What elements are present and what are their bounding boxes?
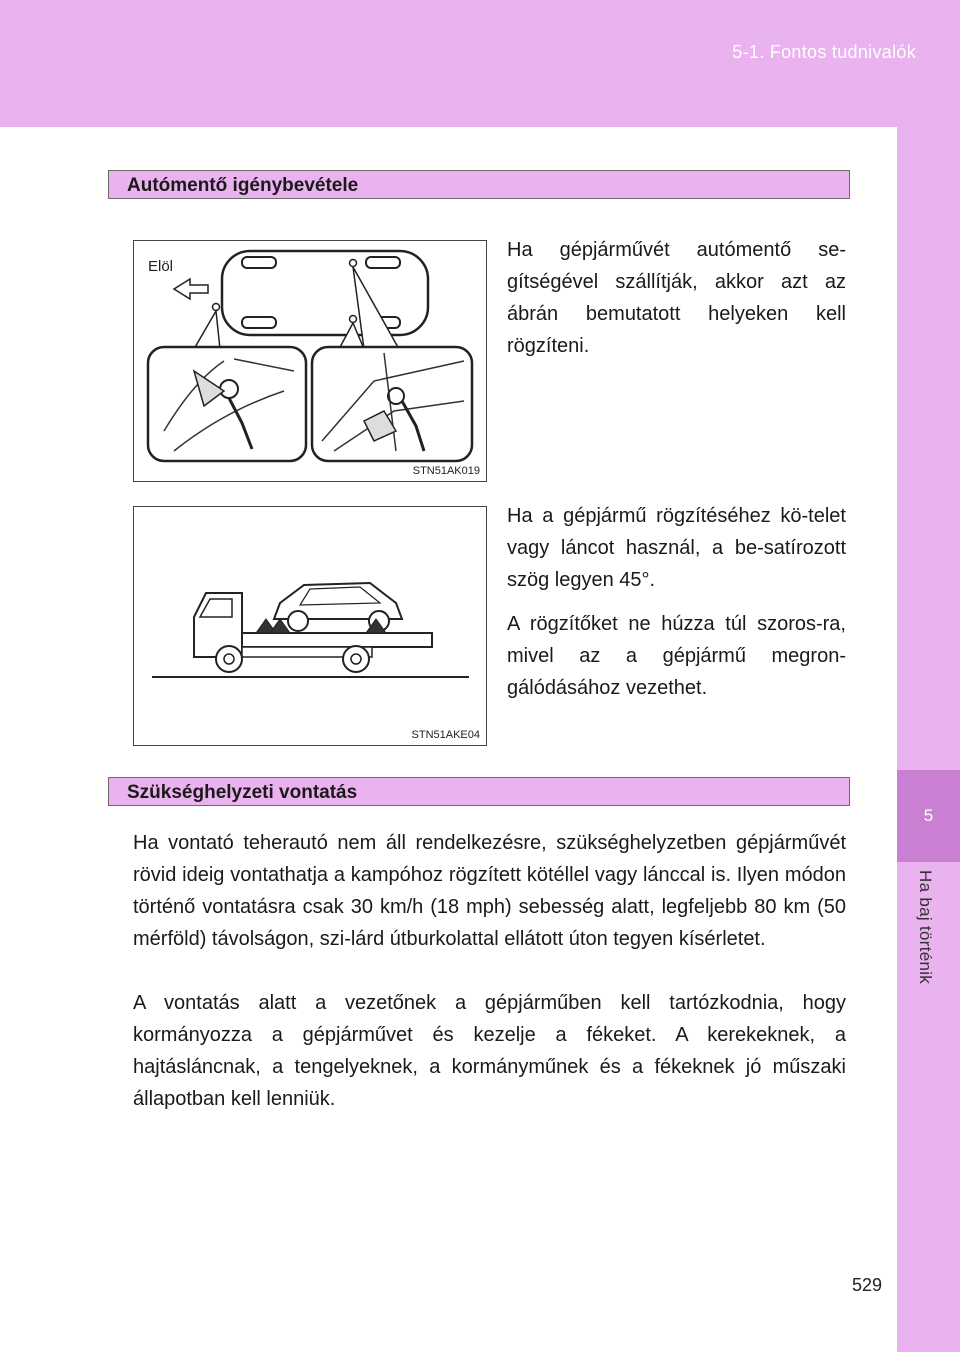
chapter-number-tab [897,770,960,862]
paragraph: Ha gépjárművét autómentő se-gítségével szállítják, akkor azt az ábrán bemutatott helyeken kell rögzíteni. [507,239,846,357]
paragraph: A vontatás alatt a vezetőnek a gépjárműben kell tartózkodnia, hogy kormányozza a gépjárművet és kezelje a fékeket. A kerekeknek, a hajtásláncnak, a tengelyeknek, a kormányműnek és a fékeknek jó műszaki állapotban kell lenniük. [133,992,846,1110]
front-label: Elöl [148,258,174,275]
section-heading-towing [108,170,850,199]
paragraph: Ha vontató teherautó nem áll rendelkezésre, szükséghelyzetben gépjárművét rövid ideig vontathatja a kampóhoz rögzített kötéllel vagy lánccal is. Ilyen módon történő vontatásra csak 30 km/h (18 mph) sebesség alatt, legfeljebb 80 km (50 mérföld) távolságon, szi-lárd útburkolattal ellátott úton tegyen kísérletet. [133,832,846,950]
paragraph: Ha a gépjármű rögzítéséhez kö-telet vagy láncot használ, a be-satírozott szög legyen 45°. [507,505,846,591]
tie-down-illustration [134,241,486,481]
tie-down-points-figure [133,240,487,482]
header-band [0,0,960,127]
section-heading-emergency-towing [108,777,850,806]
section-title: Szükséghelyzeti vontatás [127,782,358,803]
truck-transport-figure [133,506,487,746]
paragraph: A rögzítőket ne húzza túl szoros-ra, mivel az a gépjármű megron-gálódásához vezethet. [507,613,846,699]
front-arrow-icon [174,279,208,299]
page-number: 529 [852,1275,883,1295]
chapter-number: 5 [923,806,934,825]
section-title: Autómentő igénybevétele [127,175,359,196]
flatbed-truck-illustration [134,507,486,745]
running-header: 5-1. Fontos tudnivalók [732,42,916,62]
figure-id: STN51AK019 [412,465,480,477]
chapter-label: Ha baj történik [916,870,935,985]
front-hook-detail-icon [148,347,306,461]
car-outline-icon [222,251,428,335]
side-tab [897,127,960,1352]
figure-id: STN51AKE04 [411,729,480,741]
